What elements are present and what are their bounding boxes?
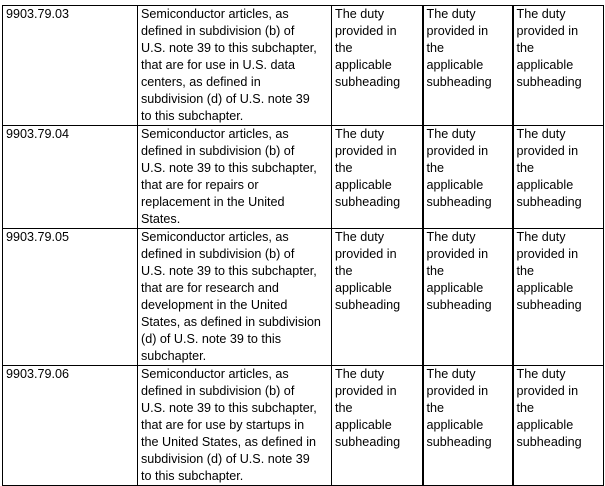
heading-code-cell: 9903.79.05 — [3, 229, 138, 366]
rate-cell-general: The duty provided in the applicable subheading — [332, 126, 423, 229]
description-cell: Semiconductor articles, as defined in subdivision (b) of U.S. note 39 to this subchapter, that are for use in U.S. data centers, as defined in subdivision (d) of U.S. note 39 to this subchapter. — [138, 6, 332, 126]
rate-cell-column2: The duty provided in the applicable subheading — [513, 366, 604, 486]
heading-code-cell: 9903.79.04 — [3, 126, 138, 229]
table-row — [3, 126, 604, 229]
description-cell: Semiconductor articles, as defined in subdivision (b) of U.S. note 39 to this subchapter, that are for repairs or replacement in the United States. — [138, 126, 332, 229]
rate-cell-general: The duty provided in the applicable subheading — [332, 6, 423, 126]
rate-cell-special: The duty provided in the applicable subheading — [423, 366, 513, 486]
table-row — [3, 6, 604, 126]
rate-cell-special: The duty provided in the applicable subheading — [423, 229, 513, 366]
rate-cell-special: The duty provided in the applicable subheading — [423, 126, 513, 229]
rate-cell-column2: The duty provided in the applicable subheading — [513, 6, 604, 126]
rate-cell-special: The duty provided in the applicable subheading — [423, 6, 513, 126]
rate-cell-column2: The duty provided in the applicable subheading — [513, 126, 604, 229]
rate-cell-general: The duty provided in the applicable subheading — [332, 229, 423, 366]
tariff-table — [2, 5, 604, 486]
heading-code-cell: 9903.79.06 — [3, 366, 138, 486]
table-row — [3, 229, 604, 366]
description-cell: Semiconductor articles, as defined in subdivision (b) of U.S. note 39 to this subchapter, that are for use by startups in the United States, as defined in subdivision (d) of U.S. note 39 to this subchapter. — [138, 366, 332, 486]
description-cell: Semiconductor articles, as defined in subdivision (b) of U.S. note 39 to this subchapter, that are for research and development in the United States, as defined in subdivision (d) of U.S. note 39 to this subchapter. — [138, 229, 332, 366]
heading-code-cell: 9903.79.03 — [3, 6, 138, 126]
table-row — [3, 366, 604, 486]
rate-cell-column2: The duty provided in the applicable subheading — [513, 229, 604, 366]
rate-cell-general: The duty provided in the applicable subheading — [332, 366, 423, 486]
